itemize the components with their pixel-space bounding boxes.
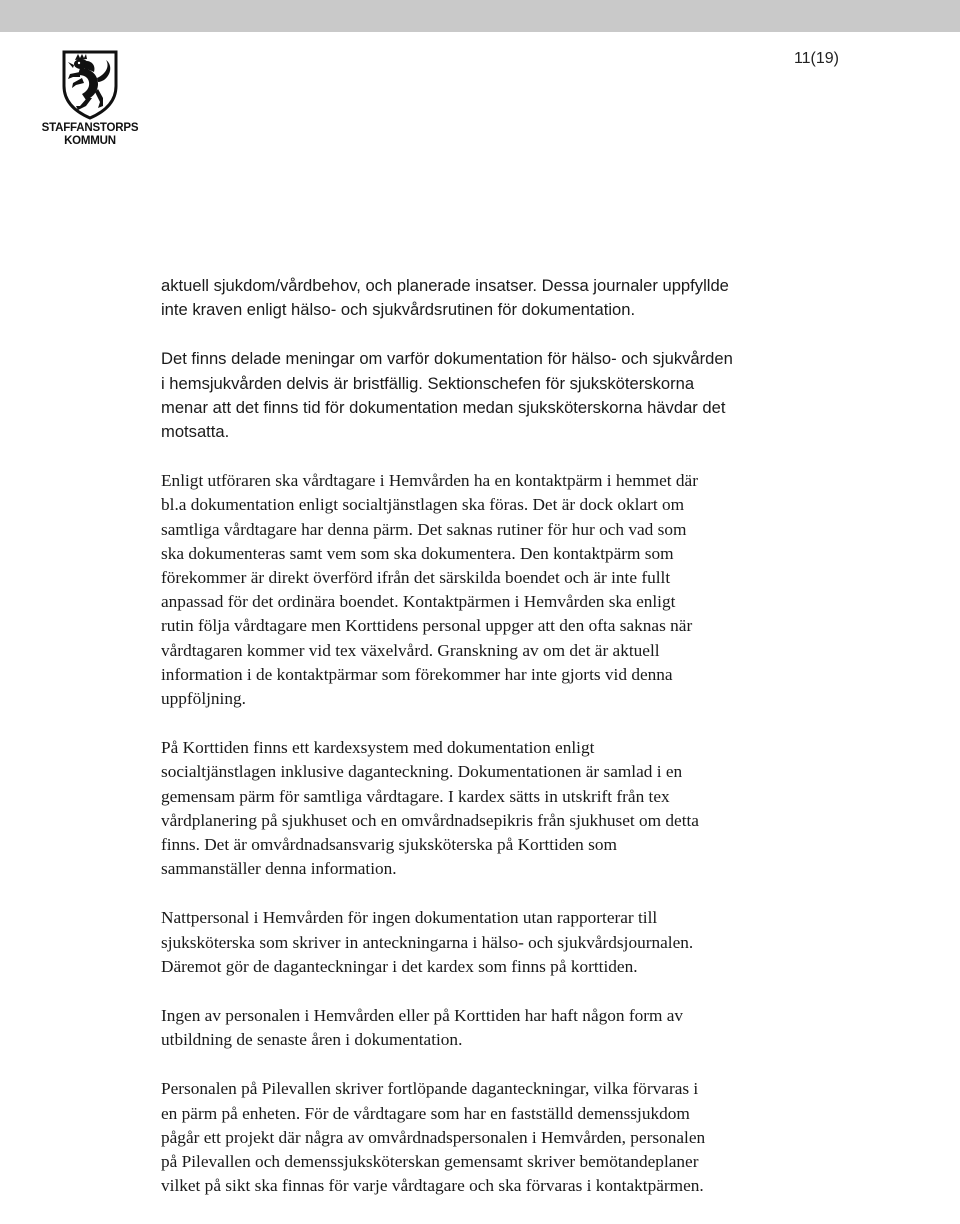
text-line: menar att det finns tid för dokumentation medan sjuksköterskorna hävdar det [161,397,726,417]
text-line: anpassad för det ordinära boendet. Kontaktpärmen i Hemvården ska enligt [161,592,676,612]
document-body [161,274,861,1224]
text-line: information i de kontaktpärmar som förekommer har inte gjorts vid denna [161,664,673,684]
logo-text-line-2: KOMMUN [64,135,116,147]
text-line: motsatta. [161,422,230,442]
text-line: sammanställer denna information. [161,859,397,879]
text-line: Det finns delade meningar om varför dokumentation för hälso- och sjukvården [161,349,733,369]
text-line: samtliga vårdtagare har denna pärm. Det saknas rutiner för hur och vad som [161,519,687,539]
text-line: Nattpersonal i Hemvården för ingen dokumentation utan rapporterar till [161,908,658,928]
text-line: uppföljning. [161,689,246,709]
coat-of-arms-icon [40,48,140,120]
text-line: finns. Det är omvårdnadsansvarig sjuksköterska på Korttiden som [161,835,617,855]
text-line: bl.a dokumentation enligt socialtjänstlagen ska föras. Det är dock oklart om [161,495,685,515]
paragraph [161,469,861,711]
text-line: Däremot gör de daganteckningar i det kardex som finns på korttiden. [161,956,638,976]
text-line: Enligt utföraren ska vårdtagare i Hemvården ha en kontaktpärm i hemmet där [161,471,698,491]
text-line: ska dokumenteras samt vem som ska dokumentera. Den kontaktpärm som [161,543,674,563]
page-number: 11(19) [793,50,839,67]
text-line: aktuell sjukdom/vårdbehov, och planerade insatser. Dessa journaler uppfyllde [161,276,729,295]
text-line: socialtjänstlagen inklusive daganteckning. Dokumentationen är samlad i en [161,762,683,782]
paragraph [161,906,861,979]
text-line: sjuksköterska som skriver in anteckningarna i hälso- och sjukvårdsjournalen. [161,932,694,952]
text-line: På Korttiden finns ett kardexsystem med dokumentation enligt [161,738,595,758]
paragraph [161,736,861,881]
text-line: inte kraven enligt hälso- och sjukvårdsrutinen för dokumentation. [161,300,636,320]
viewer-top-bar [0,0,960,32]
text-line: rutin följa vårdtagare men Korttidens personal uppger att den ofta saknas när [161,616,693,636]
text-line: vårdplanering på sjukhuset och en omvårdnadsepikris från sjukhuset om detta [161,810,699,830]
text-line: pågår ett projekt där några av omvårdnadspersonalen i Hemvården, personalen [161,1127,706,1147]
text-line: utbildning de senaste åren i dokumentation. [161,1030,463,1050]
text-line: Personalen på Pilevallen skriver fortlöpande daganteckningar, vilka förvaras i [161,1079,699,1099]
text-line: Ingen av personalen i Hemvården eller på Korttiden har haft någon form av [161,1006,684,1026]
text-line: på Pilevallen och demenssjuksköterskan gemensamt skriver bemötandeplaner [161,1152,699,1172]
paragraph [161,347,861,444]
text-line: i hemsjukvården delvis är bristfällig. Sektionschefen för sjuksköterskorna [161,373,695,393]
municipality-logo [40,48,140,152]
text-line: gemensam pärm för samtliga vårdtagare. I kardex sätts in utskrift från tex [161,786,670,806]
text-line: förekommer är direkt överförd ifrån det särskilda boendet och är inte fullt [161,568,671,588]
logo-text-line-1: STAFFANSTORPS [41,122,139,134]
paragraph [161,1004,861,1052]
text-line: vårdtagaren kommer vid tex växelvård. Granskning av om det är aktuell [161,640,660,660]
text-line: en pärm på enheten. För de vårdtagare som har en fastställd demenssjukdom [161,1103,690,1123]
text-line: vilket på sikt ska finnas för varje vårdtagare och ska förvaras i kontaktpärmen. [161,1176,704,1196]
paragraph [161,274,861,322]
paragraph [161,1077,861,1198]
